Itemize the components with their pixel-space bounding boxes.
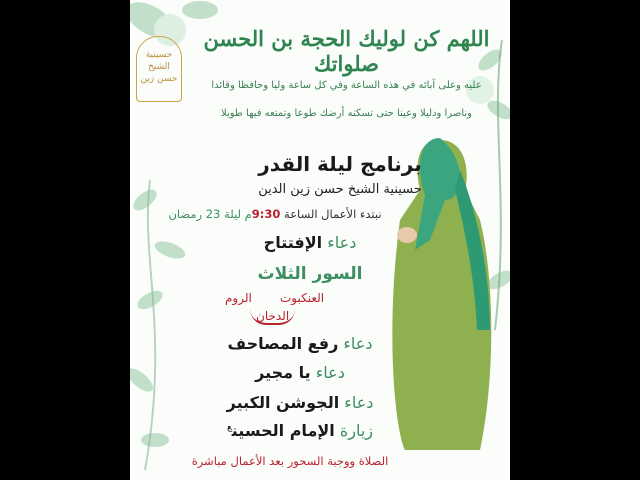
- start-prefix: نبتدء الأعمال الساعة: [284, 207, 382, 221]
- item-name: الجوشن الكبير: [226, 393, 340, 412]
- item-jawshan: [200, 393, 400, 412]
- start-time-line: [145, 207, 405, 221]
- dua-line-2: وناصرا ودليلا وعينا حتى تسكنه أرضك طوعا وتمتعه فيها طويلا: [221, 108, 472, 119]
- item-name: رفع المصاحف: [227, 334, 339, 353]
- calligraphy-title: اللهم كن لوليك الحجة بن الحسن صلواتك: [203, 26, 490, 76]
- item-name: يا مجير: [255, 363, 311, 382]
- poster: [130, 0, 510, 480]
- item-iftitah: [220, 233, 400, 252]
- logo-text: حسينية الشيخ حسن زين: [140, 50, 178, 84]
- hussainiya-logo: [136, 36, 182, 102]
- start-date: م ليلة 23 رمضان: [168, 207, 252, 221]
- item-prefix: دعاء: [343, 334, 373, 353]
- item-ya-mujir: [200, 363, 400, 382]
- item-name: الإمام الحسين: [231, 421, 335, 440]
- venue: حسينية الشيخ حسن زين الدين: [258, 182, 422, 197]
- program-title: برنامج ليلة القدر: [258, 152, 422, 176]
- item-prefix: دعاء: [327, 233, 357, 252]
- three-surahs-heading: السور الثلاث: [257, 264, 363, 284]
- item-prefix: دعاء: [315, 363, 345, 382]
- dua-line-1: عليه وعلى آبائه في هذه الساعة وفي كل ساعة وليا وحافظا وقائدا: [211, 80, 482, 91]
- surah-ankabut: العنكبوت: [280, 291, 325, 305]
- footer-note: الصلاة ووجبة السحور بعد الأعمال مباشرة: [191, 454, 389, 468]
- item-prefix: زيارة: [339, 421, 374, 440]
- start-time: 9:30: [251, 207, 281, 221]
- item-ziyarat-hussain: [200, 421, 400, 440]
- item-name: الإفتتاح: [263, 233, 323, 252]
- item-sup: ع: [226, 422, 232, 433]
- item-raf-masahif: [200, 334, 400, 353]
- surah-rum: الروم: [225, 291, 252, 305]
- surah-dukhan: الدخان: [250, 309, 295, 325]
- item-prefix: دعاء: [344, 393, 374, 412]
